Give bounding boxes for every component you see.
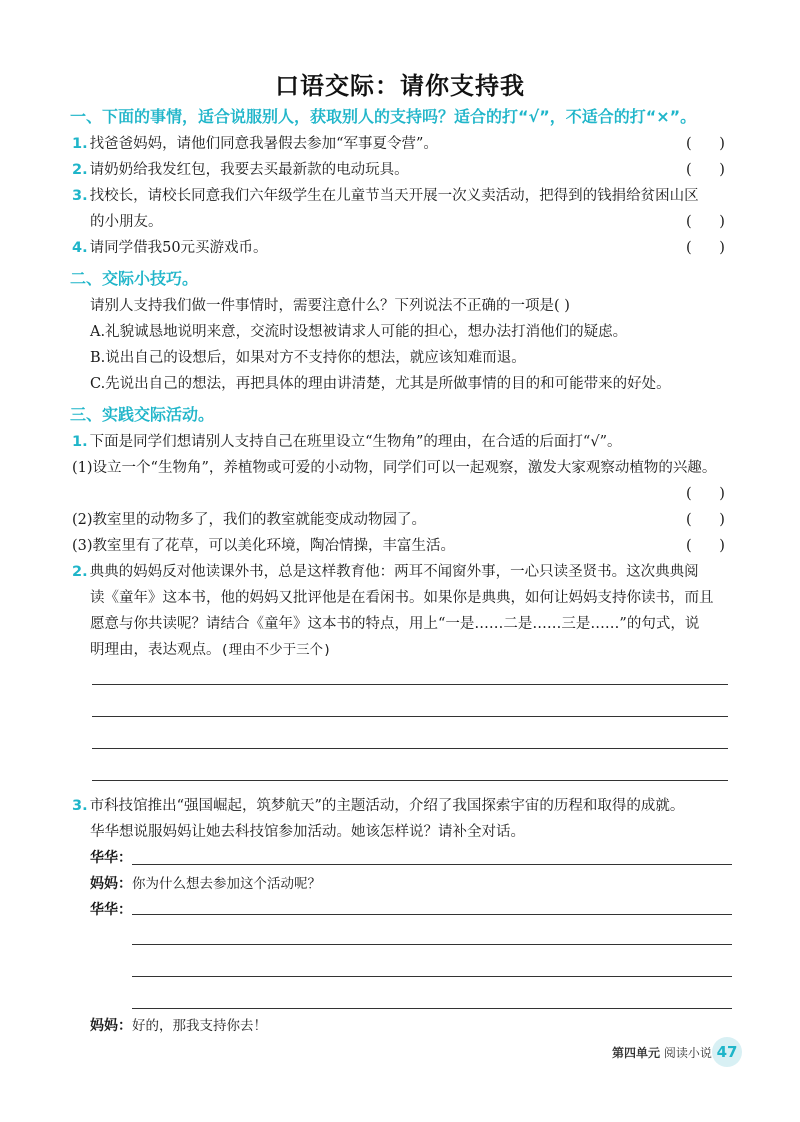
dialogue-mama-text-1: 你为什么想去参加这个活动呢？ (132, 876, 321, 892)
speaker-mama-1: 妈妈： (90, 876, 132, 892)
footer-unit-label (612, 1044, 712, 1061)
s3-q2-num: 2. (72, 564, 88, 580)
s3-q3-num: 3. (72, 798, 88, 814)
dialogue-line-2 (90, 874, 321, 894)
s3-q1-text: 下面是同学们想请别人支持自己在班里设立“生物角”的理由，在合适的后面打“√”。 (89, 434, 622, 450)
answer-line-dialogue-5[interactable] (132, 1008, 732, 1009)
s3-q1-item-1: (1)设立一个“生物角”，养植物或可爱的小动物，同学们可以一起观察，激发大家观察动植物的兴趣。 (72, 460, 717, 476)
answer-line-dialogue-1[interactable] (132, 864, 732, 865)
speaker-huahua-1: 华华： (90, 850, 132, 866)
s1-item-2 (72, 160, 409, 180)
speaker-huahua-2: 华华： (90, 902, 132, 918)
answer-line-q2-3[interactable] (92, 748, 728, 749)
s2-option-b: B.说出自己的设想后，如果对方不支持你的想法，就应该知难而退。 (90, 350, 526, 366)
s3-q2-last: 明理由，表达观点。 (90, 642, 221, 658)
page-number: 47 (712, 1037, 742, 1067)
footer-unit: 第四单元 (612, 1046, 661, 1060)
answer-blank-s1-2[interactable]: ( ) (686, 162, 725, 178)
answer-blank-s1-3[interactable]: ( ) (686, 214, 725, 230)
s1-item-3-cont: 的小朋友。 (90, 214, 163, 230)
s3-q2-note: (理由不少于三个) (220, 642, 332, 658)
s2-option-c: C.先说出自己的想法，再把具体的理由讲清楚，尤其是所做事情的目的和可能带来的好处。 (90, 376, 671, 392)
s1-item-1-text: 找爸爸妈妈，请他们同意我暑假去参加“军事夏令营”。 (89, 136, 438, 152)
s1-item-3 (72, 186, 699, 206)
s3-q1-item-2: (2)教室里的动物多了，我们的教室就能变成动物园了。 (72, 512, 427, 528)
section2-heading: 二、交际小技巧。 (70, 269, 199, 288)
dialogue-line-4 (90, 1016, 267, 1036)
footer-topic: 阅读小说 (663, 1046, 712, 1060)
answer-line-q2-4[interactable] (92, 780, 728, 781)
answer-line-dialogue-4[interactable] (132, 976, 732, 977)
s1-item-2-text: 请奶奶给我发红包，我要去买最新款的电动玩具。 (89, 162, 409, 178)
dialogue-line-1 (90, 848, 132, 868)
page-title: 口语交际：请你支持我 (275, 72, 525, 100)
s3-q1 (72, 432, 622, 452)
dialogue-line-3 (90, 900, 132, 920)
s1-item-4 (72, 238, 268, 258)
s3-q2-line-3: 愿意与你共读呢？请结合《童年》这本书的特点，用上“一是……二是……三是……”的句式，说 (90, 616, 700, 632)
s3-q2-text-1: 典典的妈妈反对他读课外书，总是这样教育他：两耳不闻窗外事，一心只读圣贤书。这次典典阅 (89, 564, 699, 580)
s3-q3-line-2: 华华想说服妈妈让她去科技馆参加活动。她该怎样说？请补全对话。 (90, 824, 525, 840)
answer-blank-s3-2[interactable]: ( ) (686, 512, 725, 528)
s1-item-4-num: 4. (72, 240, 88, 256)
answer-line-dialogue-2[interactable] (132, 914, 732, 915)
s1-item-3-text: 找校长，请校长同意我们六年级学生在儿童节当天开展一次义卖活动，把得到的钱捐给贫困山区 (89, 188, 699, 204)
s3-q2-line-1 (72, 562, 699, 582)
s2-question: 请别人支持我们做一件事情时，需要注意什么？下列说法不正确的一项是( ) (90, 298, 570, 314)
s3-q2-line-2: 读《童年》这本书，他的妈妈又批评他是在看闲书。如果你是典典，如何让妈妈支持你读书，而且 (90, 590, 714, 606)
answer-line-q2-2[interactable] (92, 716, 728, 717)
answer-line-q2-1[interactable] (92, 684, 728, 685)
s3-q1-num: 1. (72, 434, 88, 450)
section3-heading: 三、实践交际活动。 (70, 405, 215, 424)
section1-heading: 一、下面的事情，适合说服别人，获取别人的支持吗？适合的打“√”，不适合的打“×”。 (70, 107, 697, 126)
s3-q2-line-4 (90, 640, 331, 660)
dialogue-mama-text-2: 好的，那我支持你去！ (132, 1018, 267, 1034)
answer-blank-s3-1[interactable]: ( ) (686, 486, 725, 502)
s1-item-2-num: 2. (72, 162, 88, 178)
s1-item-3-num: 3. (72, 188, 88, 204)
s3-q3-line-1 (72, 796, 684, 816)
speaker-mama-2: 妈妈： (90, 1018, 132, 1034)
answer-blank-s1-1[interactable]: ( ) (686, 136, 725, 152)
s3-q3-text-1: 市科技馆推出“强国崛起，筑梦航天”的主题活动，介绍了我国探索宇宙的历程和取得的成就。 (89, 798, 685, 814)
s3-q1-item-3: (3)教室里有了花草，可以美化环境，陶冶情操，丰富生活。 (72, 538, 456, 554)
s1-item-4-text: 请同学借我50元买游戏币。 (89, 240, 268, 256)
s2-option-a: A.礼貌诚恳地说明来意，交流时设想被请求人可能的担心，想办法打消他们的疑虑。 (90, 324, 628, 340)
answer-line-dialogue-3[interactable] (132, 944, 732, 945)
s1-item-1-num: 1. (72, 136, 88, 152)
answer-blank-s3-3[interactable]: ( ) (686, 538, 725, 554)
s1-item-1 (72, 134, 438, 154)
answer-blank-s1-4[interactable]: ( ) (686, 240, 725, 256)
